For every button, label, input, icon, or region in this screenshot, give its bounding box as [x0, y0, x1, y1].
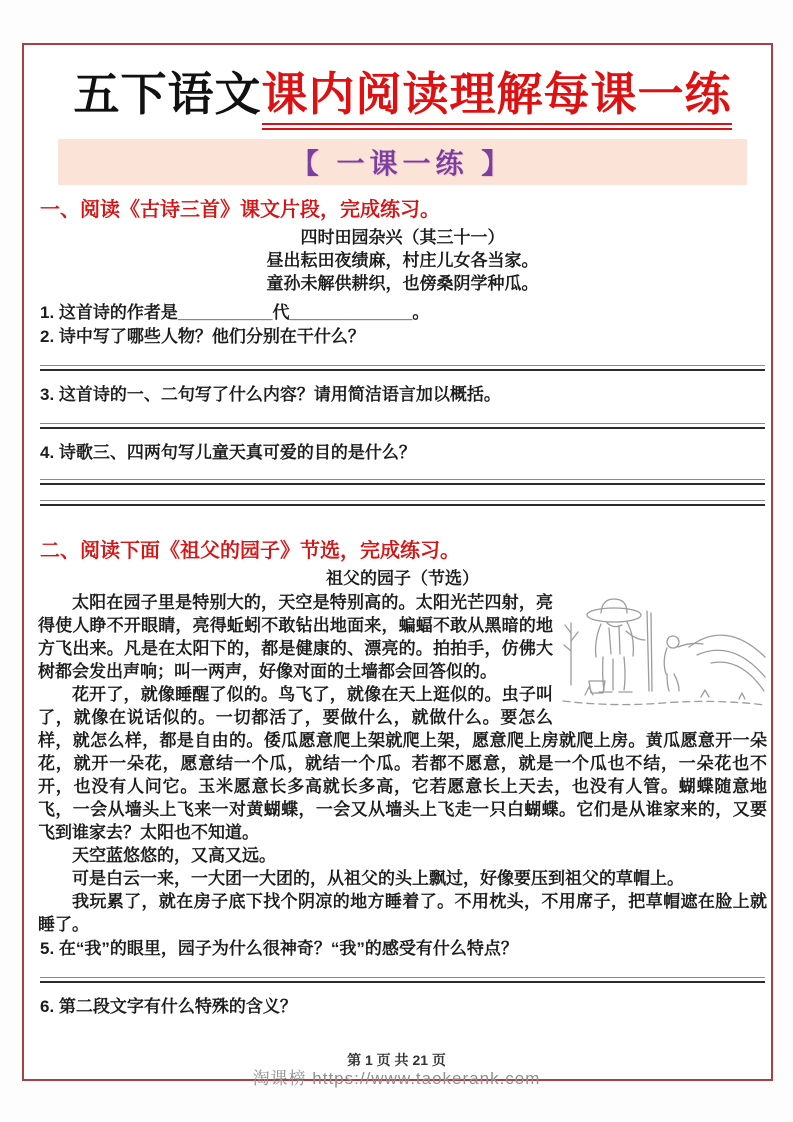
section-1: [38, 198, 767, 506]
question-1: 1. 这首诗的作者是__________代_____________。: [40, 303, 430, 322]
answer-line: [40, 479, 765, 485]
section-2: [38, 539, 767, 1018]
question-4: 4. 诗歌三、四两句写儿童天真可爱的目的是什么？: [40, 443, 416, 462]
lesson-banner: [58, 139, 747, 185]
question-3: 3. 这首诗的一、二句写了什么内容？请用简洁语言加以概括。: [40, 385, 501, 404]
banner-text: 【 一课一练 】: [290, 148, 515, 179]
poem-line-1: 昼出耘田夜绩麻，村庄儿女各当家。: [266, 251, 539, 270]
section1-heading: 一、阅读《古诗三首》课文片段，完成练习。: [40, 199, 440, 221]
question-6: 6. 第二段文字有什么特殊的含义？: [40, 997, 297, 1016]
excerpt-paragraph: 天空蓝悠悠的，又高又远。: [72, 846, 276, 865]
excerpt-paragraph: 可是白云一来，一大团一大团的，从祖父的头上飘过，好像要压到祖父的草帽上。: [72, 869, 684, 888]
page-title: [38, 67, 767, 121]
poem-block: [38, 226, 767, 295]
excerpt-text: [38, 591, 767, 936]
watermark: 淘课榜 https://www.taokerank.com: [252, 1069, 541, 1088]
answer-line: [40, 500, 765, 506]
title-grade-part: 五下语文: [73, 68, 262, 120]
title-topic-part: 课内阅读理解每课一练: [262, 68, 732, 130]
excerpt-paragraph: 太阳在园子里是特别大的，天空是特别高的。太阳光芒四射，亮得使人睁不开眼睛，亮得蚯蚓不敢钻出地面来，蝙蝠不敢从黑暗的地方飞出来。凡是在太阳下的，都是健康的、漂亮的。拍拍手，仿佛大树都会发出声响；叫一两声，好像对面的土墙都会回答似的。: [38, 593, 553, 681]
poem-line-2: 童孙未解供耕织，也傍桑阴学种瓜。: [266, 274, 539, 293]
answer-line: [40, 365, 765, 371]
page-content: [38, 55, 767, 1018]
garden-sketch-illustration: [561, 593, 767, 719]
excerpt-paragraph: 花开了，就像睡醒了似的。鸟飞了，就像在天上逛似的。虫子叫了，就像在说话似的。一切都活了，要做什么，就做什么。要怎么样，就怎么样，都是自由的。倭瓜愿意爬上架就爬上架，愿意爬上房就爬上房。黄瓜愿意开一朵花，就开一朵花，愿意结一个瓜，就结一个瓜。若都不愿意，就是一个瓜也不结，一朵花也不开，也没有人问它。玉米愿意长多高就长多高，它若愿意长上天去，也没有人管。蝴蝶随意地飞，一会从墙头上飞来一对黄蝴蝶，一会又从墙头上飞走一只白蝴蝶。它们是从谁家来的，又要飞到谁家去？太阳也不知道。: [38, 685, 767, 842]
question-5: 5. 在“我”的眼里，园子为什么很神奇？“我”的感受有什么特点？: [40, 939, 518, 958]
answer-line: [40, 423, 765, 429]
poem-title: 四时田园杂兴（其三十一）: [300, 228, 505, 247]
excerpt-title: 祖父的园子（节选）: [326, 569, 479, 588]
section2-heading: 二、阅读下面《祖父的园子》节选，完成练习。: [40, 540, 460, 562]
page-number: 第 1 页 共 21 页: [347, 1052, 446, 1068]
grandfather-child-sketch: [561, 593, 767, 719]
answer-line: [40, 977, 765, 983]
question-2: 2. 诗中写了哪些人物？他们分别在干什么？: [40, 327, 365, 346]
excerpt-paragraph: 我玩累了，就在房子底下找个阴凉的地方睡着了。不用枕头，不用席子，把草帽遮在脸上就睡了。: [38, 892, 767, 934]
